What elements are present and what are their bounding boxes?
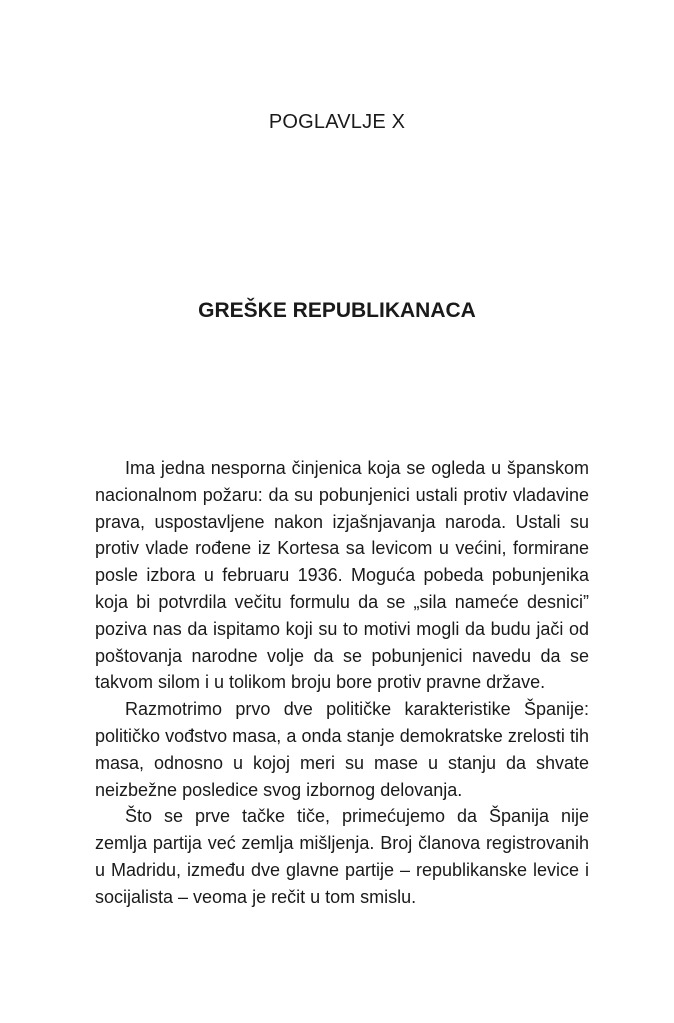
chapter-body: [95, 455, 589, 911]
chapter-title: GREŠKE REPUBLIKANACA: [198, 299, 476, 322]
chapter-label: POGLAVLJE X: [268, 111, 406, 133]
paragraph: Ima jedna nesporna činjenica koja se ogleda u španskom nacionalnom požaru: da su pobunjenici ustali protiv vladavine prava, uspostavljene nakon izjašnjavanja naroda. Ustali su protiv vlade rođene iz Kortesa sa levicom u većini, formirane posle izbora u februaru 1936. Moguća pobeda pobunjenika koja bi potvrdila večitu formulu da se „sila nameće desnici” poziva nas da ispitamo koji su to motivi mogli da budu jači od poštovanja narodne volje da se pobunjenici navedu da se takvom silom i u tolikom broju bore protiv pravne države.: [95, 458, 589, 693]
paragraph: Razmotrimo prvo dve političke karakteristike Španije: političko vođstvo masa, a onda stanje demokratske zrelosti tih masa, odnosno u kojoj meri su mase u stanju da shvate neizbežne posledice svog izbornog delovanja.: [95, 699, 589, 800]
paragraph: Što se prve tačke tiče, primećujemo da Španija nije zemlja partija već zemlja mišljenja. Broj članova registrovanih u Madridu, između dve glavne partije – republikanske levice i socijalista – veoma je rečit u tom smislu.: [95, 806, 589, 907]
